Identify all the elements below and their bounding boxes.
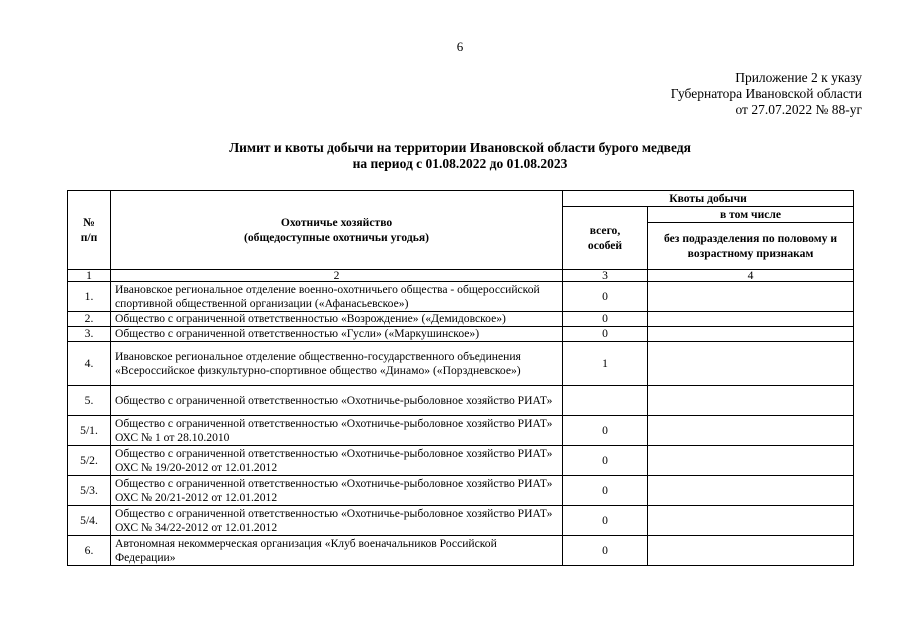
row-number: 4. <box>68 342 111 386</box>
row-total: 0 <box>563 446 648 476</box>
row-number: 6. <box>68 536 111 566</box>
row-no-division <box>648 327 854 342</box>
table-row <box>68 446 854 476</box>
table-row <box>68 282 854 312</box>
table-row <box>68 327 854 342</box>
header-num: № п/п <box>68 191 111 270</box>
row-total: 0 <box>563 312 648 327</box>
appendix-line-3: от 27.07.2022 № 88-уг <box>735 102 862 117</box>
row-number: 5/1. <box>68 416 111 446</box>
appendix-line-2: Губернатора Ивановской области <box>670 86 862 101</box>
table-header <box>68 191 854 282</box>
row-no-division <box>648 506 854 536</box>
row-no-division <box>648 446 854 476</box>
row-total: 0 <box>563 506 648 536</box>
row-no-division <box>648 282 854 312</box>
row-total: 0 <box>563 476 648 506</box>
header-no-division: без подразделения по половому и возрастному признакам <box>648 223 854 270</box>
header-org: Охотничье хозяйство (общедоступные охотничьи угодья) <box>111 191 563 270</box>
table-row <box>68 312 854 327</box>
row-total: 1 <box>563 342 648 386</box>
row-organization: Общество с ограниченной ответственностью «Охотничье-рыболовное хозяйство РИАТ» <box>111 386 563 416</box>
row-total: 0 <box>563 327 648 342</box>
row-organization: Автономная некоммерческая организация «Клуб военачальников Российской Федерации» <box>111 536 563 566</box>
row-organization: Общество с ограниченной ответственностью «Охотничье-рыболовное хозяйство РИАТ» ОХС № 19/20-2012 от 12.01.2012 <box>111 446 563 476</box>
row-number: 2. <box>68 312 111 327</box>
row-organization: Общество с ограниченной ответственностью «Охотничье-рыболовное хозяйство РИАТ» ОХС № 1 от 28.10.2010 <box>111 416 563 446</box>
row-no-division <box>648 342 854 386</box>
row-no-division <box>648 386 854 416</box>
table-row <box>68 476 854 506</box>
title-line-1: Лимит и квоты добычи на территории Ивановской области бурого медведя <box>229 140 691 155</box>
table-row <box>68 506 854 536</box>
row-number: 3. <box>68 327 111 342</box>
column-index-row <box>68 270 854 282</box>
quota-table <box>67 190 854 566</box>
appendix-line-1: Приложение 2 к указу <box>735 70 862 85</box>
row-no-division <box>648 416 854 446</box>
row-no-division <box>648 476 854 506</box>
appendix-note <box>671 70 862 118</box>
row-organization: Общество с ограниченной ответственностью «Гусли» («Маркушинское») <box>111 327 563 342</box>
row-organization: Общество с ограниченной ответственностью «Охотничье-рыболовное хозяйство РИАТ» ОХС № 20/21-2012 от 12.01.2012 <box>111 476 563 506</box>
header-including: в том числе <box>648 207 854 223</box>
table-row <box>68 536 854 566</box>
page-number: 6 <box>456 39 464 54</box>
document-title <box>0 140 905 172</box>
row-total: 0 <box>563 416 648 446</box>
row-organization: Ивановское региональное отделение военно-охотничьего общества - общероссийской спортивной общественной организации («Афанасьевское») <box>111 282 563 312</box>
row-number: 5/3. <box>68 476 111 506</box>
table-row <box>68 416 854 446</box>
table-row <box>68 342 854 386</box>
title-line-2: на период с 01.08.2022 до 01.08.2023 <box>352 156 568 171</box>
row-no-division <box>648 536 854 566</box>
column-index: 4 <box>648 270 854 282</box>
row-total: 0 <box>563 282 648 312</box>
header-quotas: Квоты добычи <box>563 191 854 207</box>
row-number: 5/2. <box>68 446 111 476</box>
row-total <box>563 386 648 416</box>
column-index: 2 <box>111 270 563 282</box>
row-organization: Общество с ограниченной ответственностью «Охотничье-рыболовное хозяйство РИАТ» ОХС № 34/22-2012 от 12.01.2012 <box>111 506 563 536</box>
table-body <box>68 282 854 566</box>
row-number: 5/4. <box>68 506 111 536</box>
row-no-division <box>648 312 854 327</box>
header-total: всего, особей <box>563 207 648 270</box>
column-index: 3 <box>563 270 648 282</box>
row-number: 5. <box>68 386 111 416</box>
row-organization: Ивановское региональное отделение общественно-государственного объединения «Всероссийское физкультурно-спортивное общество «Динамо» («Порздневское») <box>111 342 563 386</box>
row-organization: Общество с ограниченной ответственностью «Возрождение» («Демидовское») <box>111 312 563 327</box>
column-index: 1 <box>68 270 111 282</box>
table-row <box>68 386 854 416</box>
row-total: 0 <box>563 536 648 566</box>
row-number: 1. <box>68 282 111 312</box>
